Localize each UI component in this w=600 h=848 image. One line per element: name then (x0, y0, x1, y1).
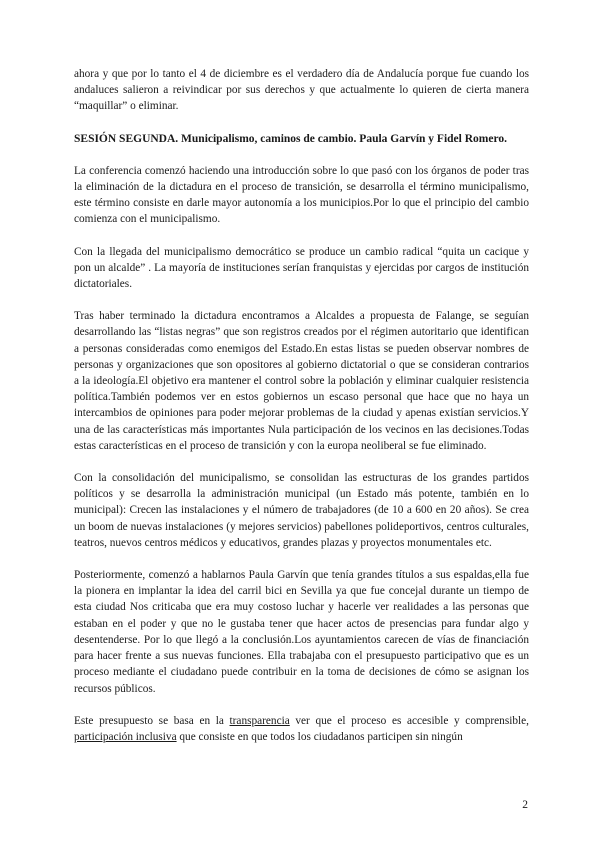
budget-text-part1: Este presupuesto se basa en la (74, 714, 230, 727)
paragraph-consolidation: Con la consolidación del municipalismo, se consolidan las estructuras de los grandes partidos políticos y se desarrolla la administración municipal (un Estado más potente, también en lo municipal): Crecen las instalaciones y el número de trabajadores (de 10 a 600 en 20 años). Se crea un boom de nuevas instalaciones (y mejores servicios) pabellones polideportivos, centros culturales, teatros, nuevos centros médicos y educativos, grandes plazas y proyectos monumentales etc. (74, 472, 529, 549)
budget-text-part2: ver que el proceso es accesible y comprensible, (289, 714, 529, 727)
paragraph-after-dictatorship: Tras haber terminado la dictadura encontramos a Alcaldes a propuesta de Falange, se seguían desarrollando las “listas negras” que son registros creados por el régimen autoritario que identifican a personas consideradas como enemigos del Estado.En estas listas se pueden observar nombres de personas y organizaciones que son opositores al gobierno dictatorial o que se consideran contrarios a la ideología.El objetivo era mantener el control sobre la población y eliminar cualquier resistencia política.También podemos ver en estos gobiernos un escaso personal que hace que no haya un intercambios de opiniones para poder mejorar problemas de la ciudad y apenas existían servicios.Y una de las características más importantes Nula participación de los vecinos en las decisiones.Todas estas características en el proceso de transición y con la europa neoliberal se fue eliminado. (74, 310, 529, 452)
transparency-term: transparencia (229, 714, 290, 727)
section-heading: SESIÓN SEGUNDA. Municipalismo, caminos de cambio. Paula Garvín y Fidel Romero. (74, 132, 507, 145)
budget-text-part3: que consiste en que todos los ciudadanos participen sin ningún (176, 730, 463, 743)
inclusive-participation-term: participación inclusiva (74, 730, 177, 743)
paragraph-paula-garvin: Posteriormente, comenzó a hablarnos Paula Garvín que tenía grandes títulos a sus espaldas,ella fue la pionera en implantar la idea del carril bici en Sevilla ya que fue concejal durante un tiempo de esta ciudad Nos criticaba que era muy costoso luchar y hacerle ver realidades a las personas que estaban en el poder y que no le gustaba tener que hacer actos de presencias para fundar algo y desentenderse. Por lo que llegó a la conclusión.Los ayuntamientos carecen de vías de financiación para hacer frente a sus nuevas funciones. Ella trabajaba con el presupuesto participativo que es un proceso mediante el ciudadano puede contribuir en la toma de decisiones de cómo se asignan los recursos públicos. (74, 569, 529, 695)
paragraph-democratic-municipalism: Con la llegada del municipalismo democrático se produce un cambio radical “quita un cacique y pon un alcalde” . La mayoría de instituciones serían franquistas y ejercidas por cargos de institución dictatoriales. (74, 245, 529, 291)
paragraph-intro-continuation: ahora y que por lo tanto el 4 de diciembre es el verdadero día de Andalucía porque fue cuando los andaluces salieron a reivindicar por sus derechos y que actualmente lo quieren de cierta manera “maquillar” o eliminar. (74, 68, 529, 113)
document-page (74, 66, 529, 761)
paragraph-conference-intro: La conferencia comenzó haciendo una introducción sobre lo que pasó con los órganos de poder tras la eliminación de la dictadura en el proceso de transición, se desarrolla el término municipalismo, este término consiste en darle mayor autonomía a los municipios.Por lo que el principio del cambio comienza con el municipalismo. (74, 164, 529, 226)
page-number: 2 (522, 799, 528, 811)
paragraph-participatory-budget (74, 713, 529, 745)
